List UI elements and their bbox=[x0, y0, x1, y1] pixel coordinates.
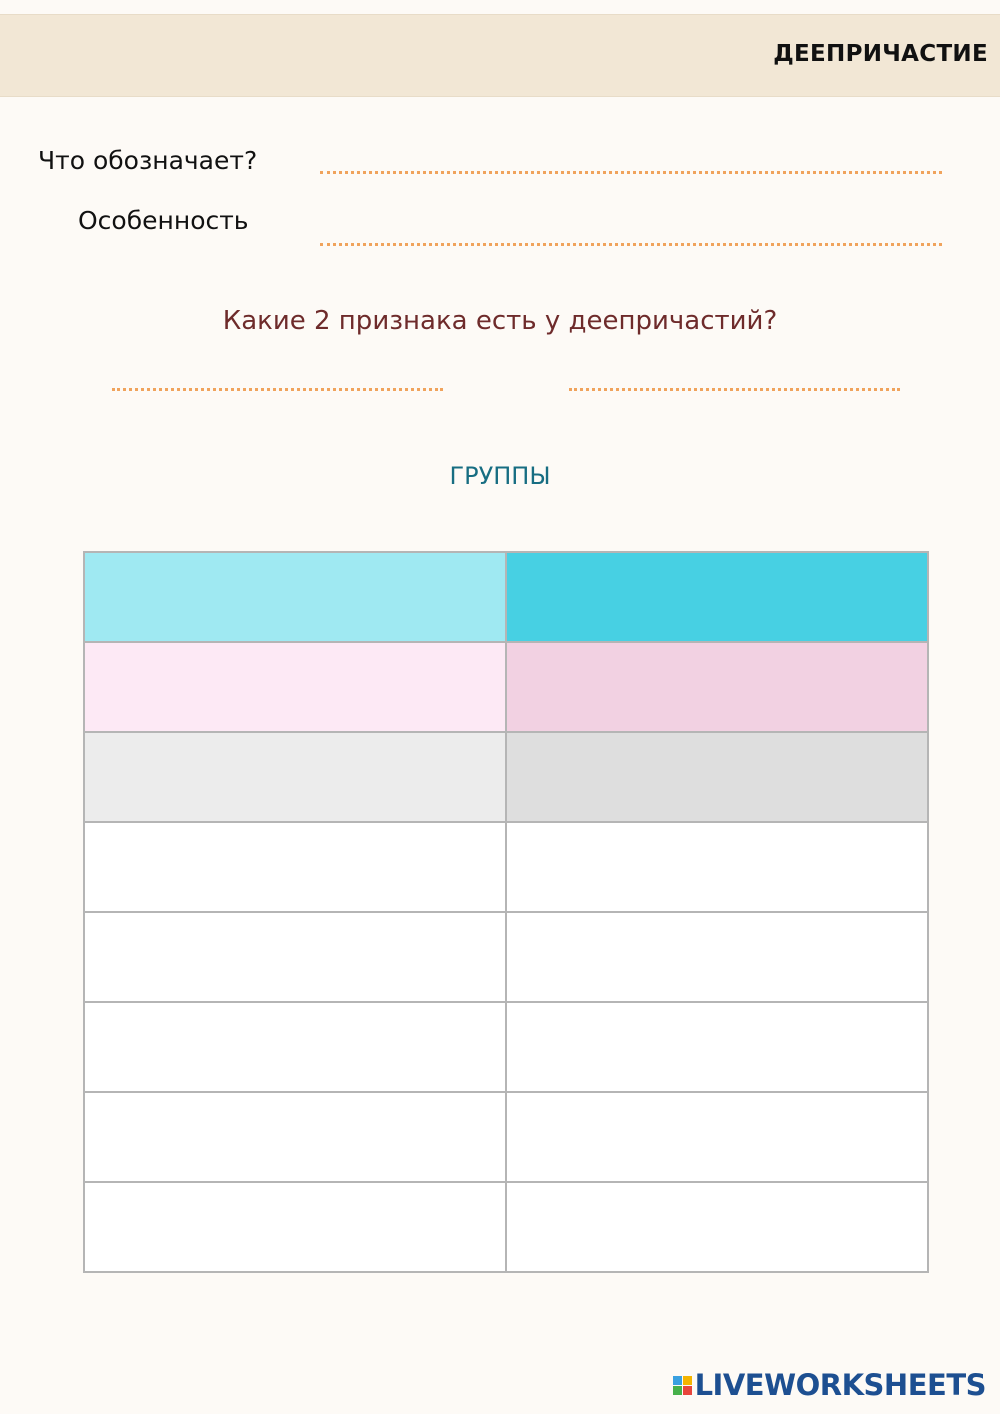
answer-line-meaning[interactable] bbox=[320, 171, 942, 174]
groups-title: ГРУППЫ bbox=[449, 462, 551, 490]
table-row bbox=[84, 1182, 928, 1272]
page-title: ДЕЕПРИЧАСТИЕ bbox=[773, 41, 988, 67]
table-cell-right[interactable] bbox=[506, 552, 928, 642]
page-header bbox=[0, 14, 1000, 97]
table-row bbox=[84, 1002, 928, 1092]
table-cell-right[interactable] bbox=[506, 1092, 928, 1182]
table-cell-right[interactable] bbox=[506, 912, 928, 1002]
answer-line-feature[interactable] bbox=[320, 243, 942, 246]
table-cell-right[interactable] bbox=[506, 1182, 928, 1272]
liveworksheets-logo-icon bbox=[673, 1376, 692, 1395]
logo-text: LIVEWORKSHEETS bbox=[694, 1368, 986, 1402]
liveworksheets-logo bbox=[673, 1368, 986, 1402]
table-row bbox=[84, 1092, 928, 1182]
signs-question: Какие 2 признака есть у деепричастий? bbox=[222, 306, 778, 336]
table-cell-left[interactable] bbox=[84, 732, 506, 822]
table-cell-left[interactable] bbox=[84, 912, 506, 1002]
table-cell-left[interactable] bbox=[84, 1002, 506, 1092]
table-row bbox=[84, 642, 928, 732]
answer-line-sign-2[interactable] bbox=[569, 388, 900, 391]
question-meaning-label: Что обозначает? bbox=[38, 146, 258, 175]
table-cell-left[interactable] bbox=[84, 1182, 506, 1272]
answer-line-sign-1[interactable] bbox=[112, 388, 443, 391]
table-cell-right[interactable] bbox=[506, 642, 928, 732]
groups-table bbox=[83, 551, 929, 1273]
question-feature-label: Особенность bbox=[78, 206, 249, 235]
table-cell-left[interactable] bbox=[84, 552, 506, 642]
table-row bbox=[84, 732, 928, 822]
table-cell-left[interactable] bbox=[84, 1092, 506, 1182]
table-row bbox=[84, 552, 928, 642]
table-cell-left[interactable] bbox=[84, 642, 506, 732]
table-row bbox=[84, 912, 928, 1002]
table-cell-left[interactable] bbox=[84, 822, 506, 912]
table-cell-right[interactable] bbox=[506, 1002, 928, 1092]
table-cell-right[interactable] bbox=[506, 822, 928, 912]
table-row bbox=[84, 822, 928, 912]
table-cell-right[interactable] bbox=[506, 732, 928, 822]
